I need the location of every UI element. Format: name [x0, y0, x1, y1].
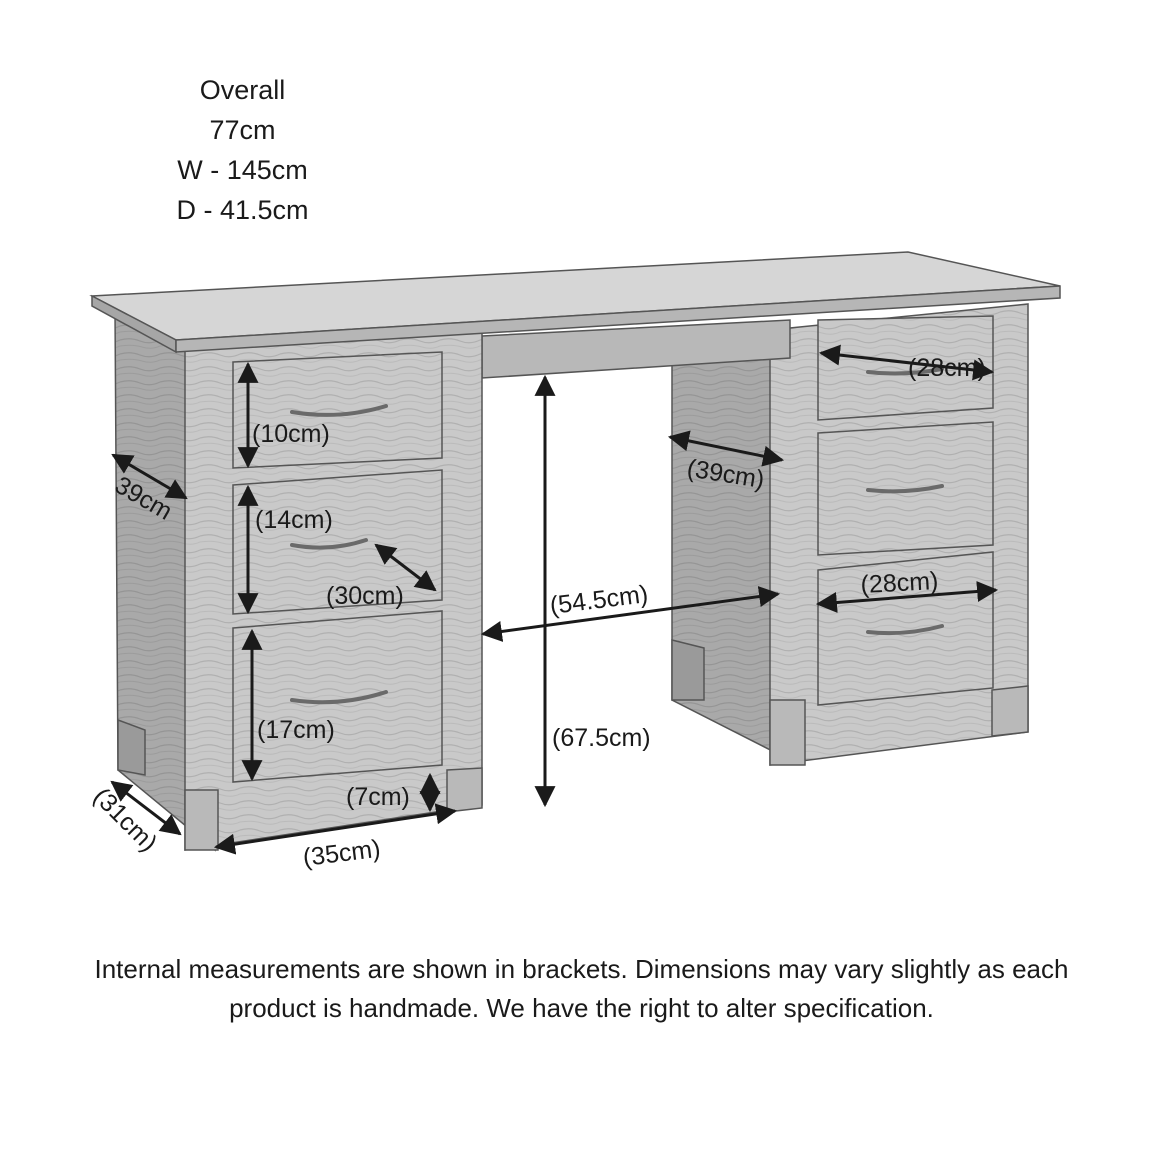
disclaimer: [0, 950, 1163, 1028]
overall-heading: Overall: [199, 75, 286, 105]
label-right-bottom-drawer: (28cm): [859, 566, 940, 599]
disclaimer-line-1: Internal measurements are shown in brackets. Dimensions may vary slightly as each: [94, 954, 1069, 984]
label-right-top-drawer: (28cm): [908, 354, 986, 382]
left-inner-leg: [447, 768, 482, 812]
label-base-depth: (31cm): [87, 782, 163, 858]
right-front-leg: [770, 700, 805, 765]
label-plinth-height: (7cm): [346, 783, 410, 811]
desk-illustration: [92, 252, 1060, 850]
right-back-leg: [672, 640, 704, 700]
label-drawer1-height: (10cm): [252, 420, 330, 448]
left-drawer-3: [233, 611, 442, 782]
label-kneehole-depth: (39cm): [685, 454, 767, 495]
left-front-leg: [185, 790, 218, 850]
label-side-depth: 39cm: [110, 470, 177, 526]
disclaimer-line-2: product is handmade. We have the right to alter specification.: [229, 993, 934, 1023]
label-drawer-depth: (30cm): [326, 582, 404, 610]
left-drawer-1: [233, 352, 442, 468]
overall-width: W - 145cm: [177, 155, 308, 185]
overall-height: 77cm: [209, 115, 276, 145]
right-drawer-2: [818, 422, 993, 555]
overall-depth: D - 41.5cm: [176, 195, 309, 225]
label-drawer2-height: (14cm): [255, 506, 333, 534]
right-rear-leg: [992, 686, 1028, 736]
label-kneehole-width: (54.5cm): [548, 580, 650, 620]
label-pedestal-width: (35cm): [301, 834, 382, 872]
left-back-leg: [118, 720, 145, 775]
label-drawer3-height: (17cm): [257, 716, 335, 744]
label-kneehole-height: (67.5cm): [552, 724, 651, 752]
